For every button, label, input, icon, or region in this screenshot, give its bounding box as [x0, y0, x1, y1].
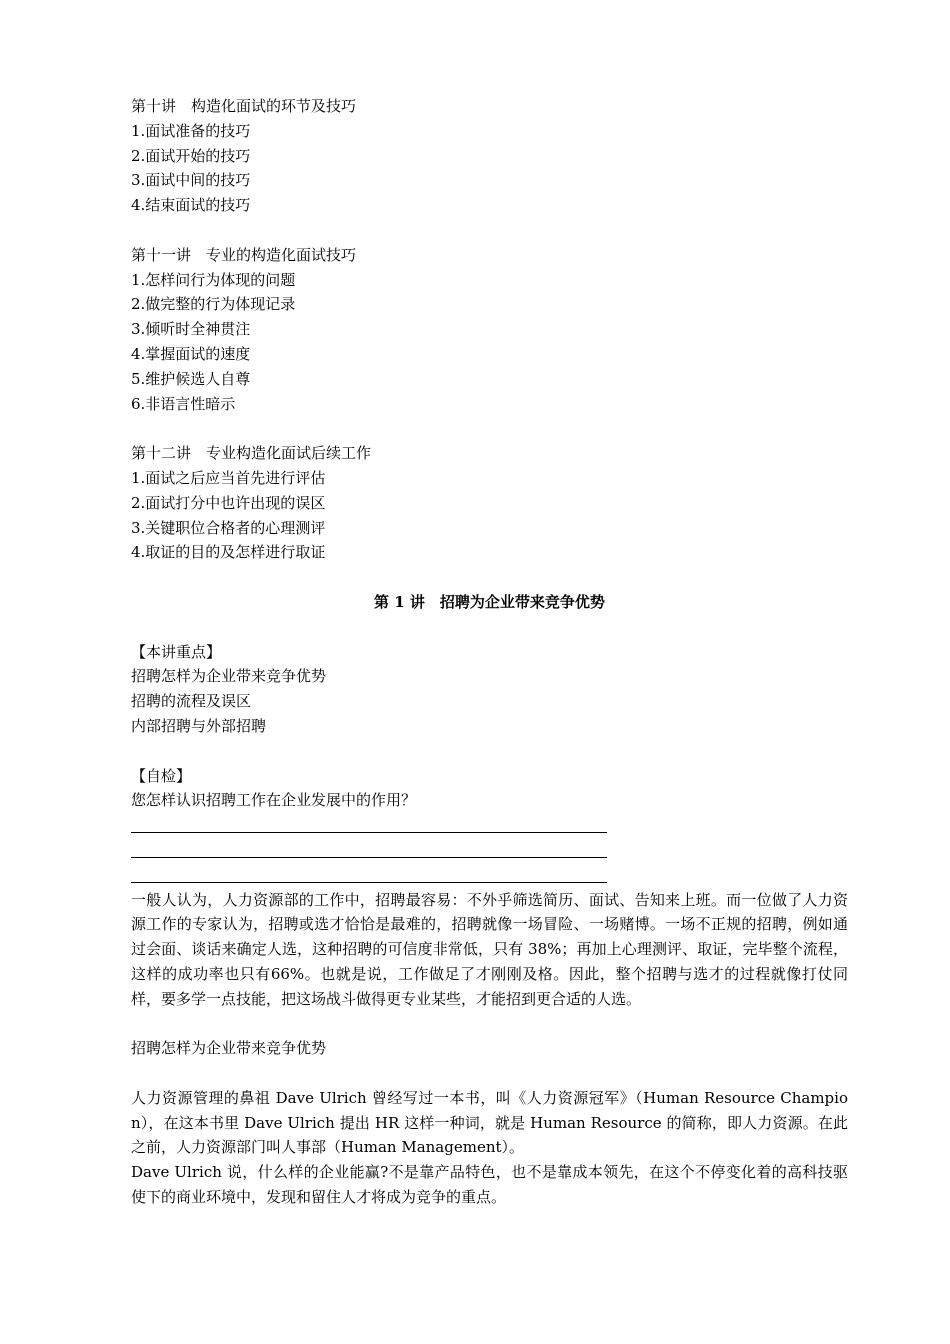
body-paragraph: Dave Ulrich 说，什么样的企业能赢?不是靠产品特色，也不是靠成本领先，在这个不停变化着的高科技驱使下的商业环境中，发现和留住人才将成为竞争的重点。 — [131, 1163, 848, 1207]
lecture-11-title: 第十一讲 专业的构造化面试技巧 — [131, 245, 357, 264]
document-page — [131, 94, 848, 1210]
spacer — [131, 416, 848, 441]
spacer — [131, 1011, 848, 1036]
lecture-12-title: 第十二讲 专业构造化面试后续工作 — [131, 444, 372, 463]
spacer — [131, 218, 848, 243]
lecture-10-item: 4.结束面试的技巧 — [131, 196, 251, 215]
lecture-1-heading: 第 1 讲 招聘为企业带来竞争优势 — [374, 592, 605, 611]
lecture-12-item: 2.面试打分中也许出现的误区 — [131, 493, 326, 512]
lecture-10-title: 第十讲 构造化面试的环节及技巧 — [131, 97, 357, 115]
lecture-11-item: 3.倾听时全神贯注 — [131, 320, 251, 339]
self-check-question: 您怎样认识招聘工作在企业发展中的作用？ — [131, 791, 417, 810]
lecture-12-item: 1.面试之后应当首先进行评估 — [131, 468, 326, 487]
key-point-item: 内部招聘与外部招聘 — [131, 716, 267, 735]
spacer — [131, 565, 848, 590]
answer-blank-line — [131, 838, 607, 863]
lecture-10-item: 2.面试开始的技巧 — [131, 146, 251, 165]
lecture-11-item: 2.做完整的行为体现记录 — [131, 295, 296, 314]
lecture-10-item: 3.面试中间的技巧 — [131, 171, 251, 190]
spacer — [131, 615, 848, 640]
key-point-item: 招聘的流程及误区 — [131, 692, 252, 711]
key-points-label: 【本讲重点】 — [131, 642, 222, 661]
lecture-12-item: 4.取证的目的及怎样进行取证 — [131, 543, 326, 562]
lecture-12-item: 3.关键职位合格者的心理测评 — [131, 518, 326, 537]
section-title: 招聘怎样为企业带来竞争优势 — [131, 1039, 327, 1058]
answer-blank-line — [131, 813, 607, 838]
lecture-10-item: 1.面试准备的技巧 — [131, 121, 251, 140]
intro-paragraph: 一般人认为，人力资源部的工作中，招聘最容易：不外乎筛选简历、面试、告知来上班。而一位做了人力资源工作的专家认为，招聘或选才恰恰是最难的，招聘就像一场冒险、一场赌博。一场不正规的招聘，例如通过会面、谈话来确定人选，这种招聘的可信度非常低，只有 38%；再加上心理测评、取证，完毕整个流程，这样的成功率也只有66%。也就是说，工作做足了才刚刚及格。因此，整个招聘与选才的过程就像打仗同样，要多学一点技能，把这场战斗做得更专业某些，才能招到更合适的人选。 — [131, 890, 848, 1008]
body-paragraph: 人力资源管理的鼻祖 Dave Ulrich 曾经写过一本书，叫《人力资源冠军》（Human Resource Champion），在这本书里 Dave Ulrich 提出 HR 这样一种词，就是 Human Resource 的简称，即人力资源。在此之前，人力资源部门叫人事部（Human Management）。 — [131, 1088, 848, 1157]
lecture-11-item: 1.怎样问行为体现的问题 — [131, 270, 296, 289]
spacer — [131, 1061, 848, 1086]
lecture-11-item: 6.非语言性暗示 — [131, 394, 236, 413]
key-point-item: 招聘怎样为企业带来竞争优势 — [131, 667, 327, 686]
lecture-11-item: 4.掌握面试的速度 — [131, 344, 251, 363]
answer-blank-line — [131, 863, 607, 888]
spacer — [131, 739, 848, 764]
self-check-label: 【自检】 — [131, 766, 192, 785]
lecture-11-item: 5.维护候选人自尊 — [131, 369, 251, 388]
